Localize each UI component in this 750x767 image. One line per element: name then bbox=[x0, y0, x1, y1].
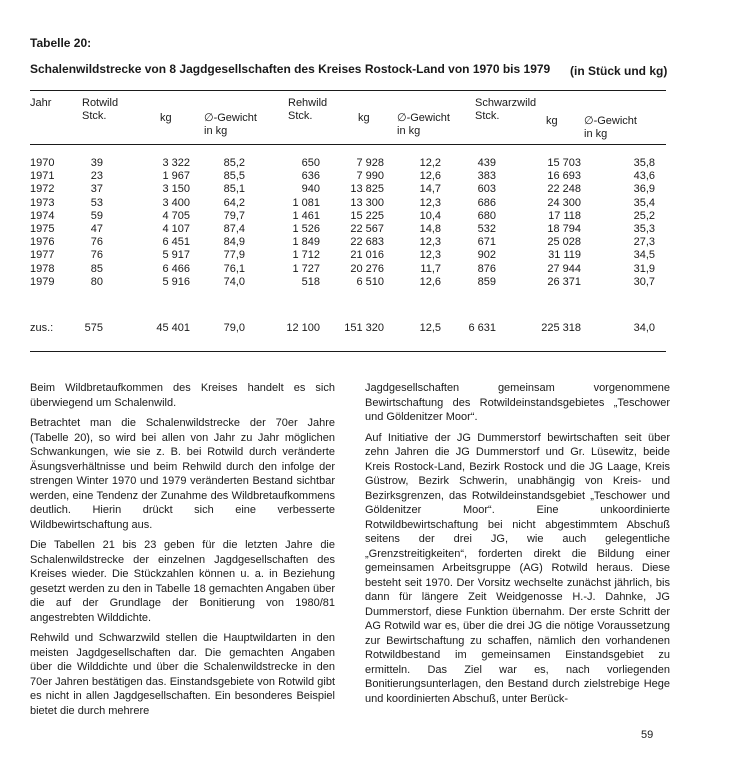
cell-rotwild-kg: 45 401 bbox=[156, 322, 190, 334]
cell-year: 1975 bbox=[30, 223, 55, 235]
cell-rehwild-avg: 12,3 bbox=[419, 236, 441, 248]
header-schwarzwild-stck: Stck. bbox=[475, 110, 500, 122]
cell-rotwild-stck: 53 bbox=[90, 197, 103, 209]
paragraph: Rehwild und Schwarzwild stellen die Hauptwildarten in den meisten Jagdgesellschaften dar. Die gemachten Angaben über die Wilddichte und über die Schalenwildstrecke in den 70er Jahren bestätigen das. Einstandsgebiete von Rotwild gibt es nicht in allen Jagdgesellschaften. Ein besonderes Beispiel bietet die durch mehrere bbox=[30, 632, 335, 717]
cell-rotwild-kg: 3 400 bbox=[162, 197, 190, 209]
cell-schwarzwild-stck: 686 bbox=[477, 197, 496, 209]
cell-schwarzwild-kg: 16 693 bbox=[547, 170, 581, 182]
cell-rotwild-avg: 79,0 bbox=[223, 322, 245, 334]
cell-schwarzwild-avg: 31,9 bbox=[633, 263, 655, 275]
cell-rotwild-kg: 6 466 bbox=[162, 263, 190, 275]
cell-year: 1972 bbox=[30, 183, 55, 195]
cell-year: 1971 bbox=[30, 170, 55, 182]
cell-rotwild-stck: 37 bbox=[90, 183, 103, 195]
cell-schwarzwild-kg: 24 300 bbox=[547, 197, 581, 209]
cell-schwarzwild-avg: 43,6 bbox=[633, 170, 655, 182]
header-schwarzwild-kg: kg bbox=[546, 115, 558, 127]
paragraph: Die Tabellen 21 bis 23 geben für die letzten Jahre die Schalenwildstrecke der einzelnen Jagdgesellschaften des Kreises wieder. Die Stückzahlen können u. a. in Beziehung gesetzt werden zu den in Tabelle 18 gemachten Angaben über die auf der Grundlage der Bonitierung von 1980/81 angestrebten Wilddichte. bbox=[30, 539, 335, 624]
cell-year: 1974 bbox=[30, 210, 55, 222]
cell-schwarzwild-stck: 671 bbox=[477, 236, 496, 248]
paragraph: Jagdgesellschaften gemeinsam vorgenommene Bewirtschaftung des Rotwildeinstandsgebietes „Teschower und Göldenitzer Moor“. bbox=[365, 382, 670, 423]
cell-rehwild-stck: 1 081 bbox=[292, 197, 320, 209]
cell-rotwild-stck: 47 bbox=[90, 223, 103, 235]
page-number: 59 bbox=[641, 729, 654, 741]
cell-rotwild-stck: 59 bbox=[90, 210, 103, 222]
cell-rehwild-avg: 12,5 bbox=[419, 322, 441, 334]
cell-rotwild-stck: 39 bbox=[90, 157, 103, 169]
cell-year: 1970 bbox=[30, 157, 55, 169]
cell-rehwild-avg: 11,7 bbox=[420, 263, 441, 275]
cell-schwarzwild-stck: 876 bbox=[477, 263, 496, 275]
header-schwarzwild-avg: ∅-Gewicht bbox=[584, 115, 637, 127]
cell-schwarzwild-avg: 35,3 bbox=[633, 223, 655, 235]
cell-rehwild-kg: 21 016 bbox=[350, 249, 384, 261]
paragraph: Beim Wildbretaufkommen des Kreises handelt es sich überwiegend um Schalenwild. bbox=[30, 382, 335, 409]
header-group-schwarzwild: Schwarzwild bbox=[475, 97, 537, 109]
cell-rotwild-kg: 5 916 bbox=[162, 276, 190, 288]
header-rehwild-avg: ∅-Gewicht bbox=[397, 112, 450, 124]
cell-year: 1977 bbox=[30, 249, 55, 261]
cell-rotwild-stck: 76 bbox=[90, 236, 103, 248]
cell-schwarzwild-stck: 383 bbox=[477, 170, 496, 182]
cell-rotwild-kg: 4 705 bbox=[162, 210, 190, 222]
cell-rehwild-kg: 151 320 bbox=[344, 322, 384, 334]
header-jahr: Jahr bbox=[30, 97, 52, 109]
cell-rotwild-avg: 64,2 bbox=[223, 197, 245, 209]
cell-rehwild-stck: 636 bbox=[301, 170, 320, 182]
cell-rotwild-stck: 23 bbox=[90, 170, 103, 182]
body-text-right-column bbox=[365, 381, 670, 712]
header-rotwild-avg: ∅-Gewicht bbox=[204, 112, 257, 124]
cell-rehwild-stck: 1 849 bbox=[292, 236, 320, 248]
cell-schwarzwild-kg: 225 318 bbox=[541, 322, 581, 334]
cell-schwarzwild-kg: 27 944 bbox=[547, 263, 581, 275]
cell-year: zus.: bbox=[30, 322, 54, 334]
cell-rotwild-avg: 79,7 bbox=[223, 210, 245, 222]
cell-schwarzwild-stck: 603 bbox=[477, 183, 496, 195]
cell-rotwild-kg: 5 917 bbox=[162, 249, 190, 261]
cell-rotwild-avg: 84,9 bbox=[223, 236, 245, 248]
cell-rehwild-avg: 12,3 bbox=[419, 249, 441, 261]
cell-rotwild-avg: 85,5 bbox=[223, 170, 245, 182]
cell-rotwild-kg: 3 150 bbox=[162, 183, 190, 195]
cell-rotwild-kg: 4 107 bbox=[162, 223, 190, 235]
cell-rotwild-kg: 6 451 bbox=[162, 236, 190, 248]
cell-year: 1979 bbox=[30, 276, 55, 288]
cell-schwarzwild-avg: 25,2 bbox=[633, 210, 655, 222]
cell-schwarzwild-stck: 680 bbox=[477, 210, 496, 222]
cell-rehwild-stck: 1 712 bbox=[292, 249, 320, 261]
header-rehwild-stck: Stck. bbox=[288, 110, 313, 122]
cell-rehwild-kg: 22 567 bbox=[350, 223, 384, 235]
cell-rotwild-avg: 74,0 bbox=[223, 276, 245, 288]
cell-year: 1976 bbox=[30, 236, 55, 248]
cell-rehwild-kg: 13 300 bbox=[350, 197, 384, 209]
cell-schwarzwild-avg: 35,8 bbox=[633, 157, 655, 169]
cell-rehwild-kg: 7 928 bbox=[356, 157, 384, 169]
header-rotwild-avg-unit: in kg bbox=[204, 125, 228, 137]
cell-rehwild-avg: 12,6 bbox=[419, 170, 441, 182]
cell-rehwild-stck: 1 727 bbox=[292, 263, 320, 275]
paragraph: Auf Initiative der JG Dummerstorf bewirtschaften seit über zehn Jahren die JG Dummerstorf und Gr. Lüsewitz, beide Kreis Rostock-Land, Bezirk Rostock und die JG Laage, Kreis Güstrow, Bezirk Schwerin, unabhängig von Kreis- und Bezirksgrenzen, das Rotwildeinstandsgebiet „Teschower und Göldenitzer Moor“. Eine unkoordinierte Rotwildbewirtschaftung bei nicht abgestimmtem Abschuß seitens der drei JG, wie auch gelegentliche „Grenzstreitigkeiten“, forderten direkt die Bildung einer gemeinsamen Arbeitsgruppe (AG) Rotwild heraus. Diese besteht seit 1970. Der Vorsitz wechselte zunächst jährlich, bis dann für längere Zeit Weidgenosse H.-J. Dahnke, JG Dummerstorf, diese Funktion übernahm. Der erste Schritt der AG Rotwild war es, über die drei JG die nötige Voraussetzung zur Bewirtschaftung zu schaffen, nämlich den vorhandenen Rotwildbestand im gemeinsamen Einstandsgebiet zu ermitteln. Das Ziel war es, nach vorliegenden Bonitierungsunterlagen, den Bestand durch zielstrebige Hege und koordinierten Abschuß, unter Berück- bbox=[365, 431, 670, 705]
cell-schwarzwild-stck: 902 bbox=[477, 249, 496, 261]
cell-rotwild-avg: 76,1 bbox=[223, 263, 245, 275]
cell-rehwild-stck: 518 bbox=[301, 276, 320, 288]
header-rotwild-stck: Stck. bbox=[82, 110, 107, 122]
cell-rehwild-stck: 940 bbox=[301, 183, 320, 195]
cell-rotwild-avg: 85,2 bbox=[223, 157, 245, 169]
cell-rehwild-kg: 13 825 bbox=[350, 183, 384, 195]
cell-rehwild-kg: 6 510 bbox=[356, 276, 384, 288]
header-group-rotwild: Rotwild bbox=[82, 97, 119, 109]
cell-rotwild-avg: 87,4 bbox=[223, 223, 245, 235]
cell-rehwild-avg: 12,2 bbox=[419, 157, 441, 169]
cell-year: 1978 bbox=[30, 263, 55, 275]
cell-schwarzwild-avg: 27,3 bbox=[633, 236, 655, 248]
cell-rotwild-stck: 85 bbox=[90, 263, 103, 275]
table-caption-title: Schalenwildstrecke von 8 Jagdgesellschaften des Kreises Rostock-Land von 1970 bis 1979 bbox=[30, 62, 551, 76]
header-rehwild-kg: kg bbox=[358, 112, 370, 124]
header-schwarzwild-avg-unit: in kg bbox=[584, 128, 608, 140]
table-top-rule bbox=[30, 90, 666, 91]
cell-rotwild-stck: 76 bbox=[90, 249, 103, 261]
cell-rehwild-avg: 12,3 bbox=[419, 197, 441, 209]
cell-rehwild-kg: 15 225 bbox=[350, 210, 384, 222]
cell-rehwild-avg: 12,6 bbox=[419, 276, 441, 288]
table-caption-unit: (in Stück und kg) bbox=[570, 64, 668, 78]
cell-rotwild-stck: 575 bbox=[84, 322, 103, 334]
header-rehwild-avg-unit: in kg bbox=[397, 125, 421, 137]
cell-rotwild-kg: 1 967 bbox=[162, 170, 190, 182]
cell-schwarzwild-avg: 35,4 bbox=[633, 197, 655, 209]
table-bottom-rule bbox=[30, 351, 666, 352]
cell-rehwild-stck: 1 526 bbox=[292, 223, 320, 235]
body-text-left-column bbox=[30, 381, 335, 724]
cell-schwarzwild-kg: 15 703 bbox=[547, 157, 581, 169]
cell-rehwild-stck: 650 bbox=[301, 157, 320, 169]
cell-schwarzwild-kg: 17 118 bbox=[548, 210, 581, 222]
cell-schwarzwild-stck: 439 bbox=[477, 157, 496, 169]
cell-schwarzwild-stck: 532 bbox=[477, 223, 496, 235]
cell-schwarzwild-kg: 31 119 bbox=[548, 249, 581, 261]
cell-schwarzwild-avg: 36,9 bbox=[633, 183, 655, 195]
cell-rotwild-avg: 85,1 bbox=[223, 183, 245, 195]
header-rotwild-kg: kg bbox=[160, 112, 172, 124]
cell-rehwild-stck: 12 100 bbox=[286, 322, 320, 334]
cell-rehwild-avg: 10,4 bbox=[419, 210, 441, 222]
cell-schwarzwild-avg: 34,5 bbox=[633, 249, 655, 261]
cell-rehwild-avg: 14,8 bbox=[419, 223, 441, 235]
cell-schwarzwild-stck: 6 631 bbox=[468, 322, 496, 334]
cell-year: 1973 bbox=[30, 197, 55, 209]
cell-schwarzwild-kg: 25 028 bbox=[547, 236, 581, 248]
cell-rotwild-avg: 77,9 bbox=[223, 249, 245, 261]
cell-schwarzwild-kg: 22 248 bbox=[547, 183, 581, 195]
cell-schwarzwild-avg: 34,0 bbox=[633, 322, 655, 334]
cell-rehwild-kg: 7 990 bbox=[356, 170, 384, 182]
cell-rehwild-kg: 22 683 bbox=[350, 236, 384, 248]
cell-rehwild-avg: 14,7 bbox=[419, 183, 441, 195]
cell-schwarzwild-kg: 18 794 bbox=[547, 223, 581, 235]
table-caption-number: Tabelle 20: bbox=[30, 36, 92, 50]
header-group-rehwild: Rehwild bbox=[288, 97, 328, 109]
cell-rehwild-stck: 1 461 bbox=[292, 210, 320, 222]
cell-schwarzwild-avg: 30,7 bbox=[633, 276, 655, 288]
cell-rehwild-kg: 20 276 bbox=[350, 263, 384, 275]
table-header-rule bbox=[30, 144, 666, 145]
cell-schwarzwild-stck: 859 bbox=[477, 276, 496, 288]
paragraph: Betrachtet man die Schalenwildstrecke der 70er Jahre (Tabelle 20), so wird bei allen von Jahr zu Jahr möglichen Schwankungen, wie sie z. B. bei Rotwild durch veränderte Äsungsverhältnisse und beim Rehwild durch den infolge der strengen Winter 1970 und 1979 veränderten Bestand sichtbar werden, eine Tendenz der Zunahme des Wildbretaufkommens deutlich. Hierin drückt sich eine verbesserte Wildbewirtschaftung aus. bbox=[30, 417, 335, 531]
cell-rotwild-kg: 3 322 bbox=[162, 157, 190, 169]
cell-schwarzwild-kg: 26 371 bbox=[547, 276, 581, 288]
cell-rotwild-stck: 80 bbox=[90, 276, 103, 288]
